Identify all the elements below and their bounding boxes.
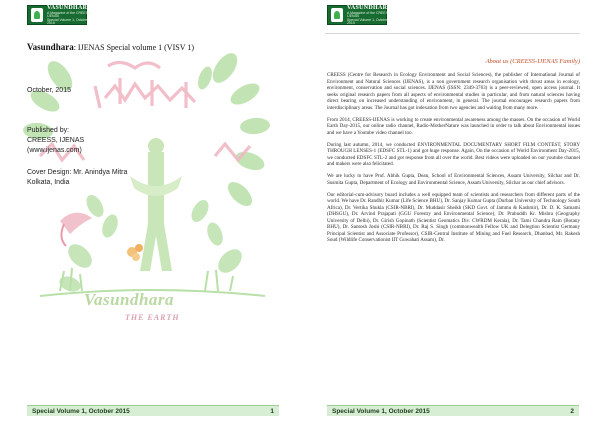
paragraph: We are lucky to have Prof. Abhik Gupta, Dean, School of Environmental Sciences, Assam University, Silchar and Dr. Susmita Gupta, Department of Ecology and Environmental Science, Assam University, Silchar as our chief advisors. — [327, 173, 580, 186]
page-footer — [27, 405, 279, 416]
paragraph: Our editorial-cum-advisory board includes a well equipped team of scientists and researchers from different parts of the world. We have Dr. Randhir Kumar (Life Science BHU), Dr. Sanjay Kumar Gupta (Durban University of Technology South Africa), Dr. Vertika Shukla (CSIR-NBRI), Dr. Muddasir Sheikh (SKD Govt. of Jammu & Kashmir), Dr. D. K. Satnami (DHSGU), Dr. Arvind Prajapati (GGU Forestry and Environmental Science), Dr. Prabuddh Kr. Mishra (Geography University of Delhi), Dr. Girish Gopinath (Scientist Geomatics Div. CWRDM Kerala), Dr. Tami Chandra Ram (Botany BHU), Dr. Santosh Joshi (CSIR-NBRI), Dr. Raj S. Singh (commonwealth Fellow UK and Delegtion Scientist Germany Principal Scientist and Associate Professor), CSIR-Central Institute of Mining and Fuel Research, Dhanbad, Mr. Rakesh Soud (Wildlife Conservationist IIT Guwahati Assam), Dr. — [327, 191, 580, 243]
paragraph: CREESS (Centre for Research in Ecology Environment and Social Sciences), the publisher of International Journal of Environment and Natural Sciences (IJENAS), is a non government research organisation with thrust areas in ecology, environment, conservation and social sciences. IJENAS (ISSN: 2349-3763) is a peer-reviewed, open access journal. It seeks original research papers from all aspects of environmental studies in particular, and from natural sciences having direct bearing on increased understanding of environment, in general. The journal encourages research papers from interdisciplinary areas. The Journal has got indexation from two agencies and waiting from many more. — [327, 72, 580, 111]
page-number: 1 — [270, 407, 274, 415]
paragraph: During last autumn, 2014, we conducted ENVIRONMENTAL DOCUMENTARY SHORT FILM CONTEST, STORY THROUGH LENSES-1 (EDSFC STL-1) and got huge response. Again, On the occasion of World Environment Day-2015, we conducted EDSFC STL-2 and got response from all over the world. Best videos were uploaded on our youtube channel and makers were also felicitated. — [327, 141, 580, 167]
magazine-logo — [27, 4, 92, 25]
logo-name: VASUNDHARA — [47, 4, 92, 11]
place: Kolkata, India — [27, 179, 70, 186]
right-page — [300, 0, 600, 425]
page-footer — [327, 405, 579, 416]
header-divider — [325, 33, 580, 34]
title-rest: : IJENAS Special volume 1 (VISV 1) — [73, 43, 194, 52]
page-number: 2 — [570, 407, 574, 415]
logo-line1: A Magazine of the CREESS-IJENAS — [47, 10, 92, 18]
bird-icon — [60, 213, 92, 246]
flower-icon — [127, 244, 143, 261]
logo-line1: A Magazine of the CREESS-IJENAS — [347, 10, 392, 18]
logo-line2: Special Volume 1, October 2015 — [47, 17, 89, 25]
logo-name: VASUNDHARA — [347, 4, 392, 11]
magazine-logo — [327, 4, 392, 25]
website: (www.ijenas.com) — [27, 147, 82, 154]
about-column — [327, 72, 580, 249]
published-label: Published by: — [27, 127, 70, 134]
title-bold: Vasundhara — [27, 42, 74, 52]
logo-line2: Special Volume 1, October 2015 — [347, 17, 389, 25]
publisher: CREESS, IJENAS — [27, 137, 85, 144]
brand-subtitle: THE EARTH — [125, 313, 180, 322]
tree-icon — [331, 8, 343, 22]
issue-date: October, 2015 — [27, 87, 71, 94]
brand-word: Vasundhara — [84, 290, 175, 309]
footer-text: Special Volume 1, October 2015 — [332, 407, 430, 415]
paragraph: From 2014, CREESS-IJENAS is working to create environmental awareness among the masses. On the occasion of World Earth Day-2015, our online radio channel, Radio-MotherNature was launched in order to talk about Environmental issues and we have a Youtube video channel too. — [327, 116, 580, 136]
cover-design-credit: Cover Design: Mr. Anindya Mitra — [27, 169, 128, 176]
tree-icon — [31, 8, 43, 22]
volume-title — [27, 42, 194, 52]
about-heading: About us (CREESS-IJENAS Family) — [485, 58, 580, 65]
footer-text: Special Volume 1, October 2015 — [32, 407, 130, 415]
